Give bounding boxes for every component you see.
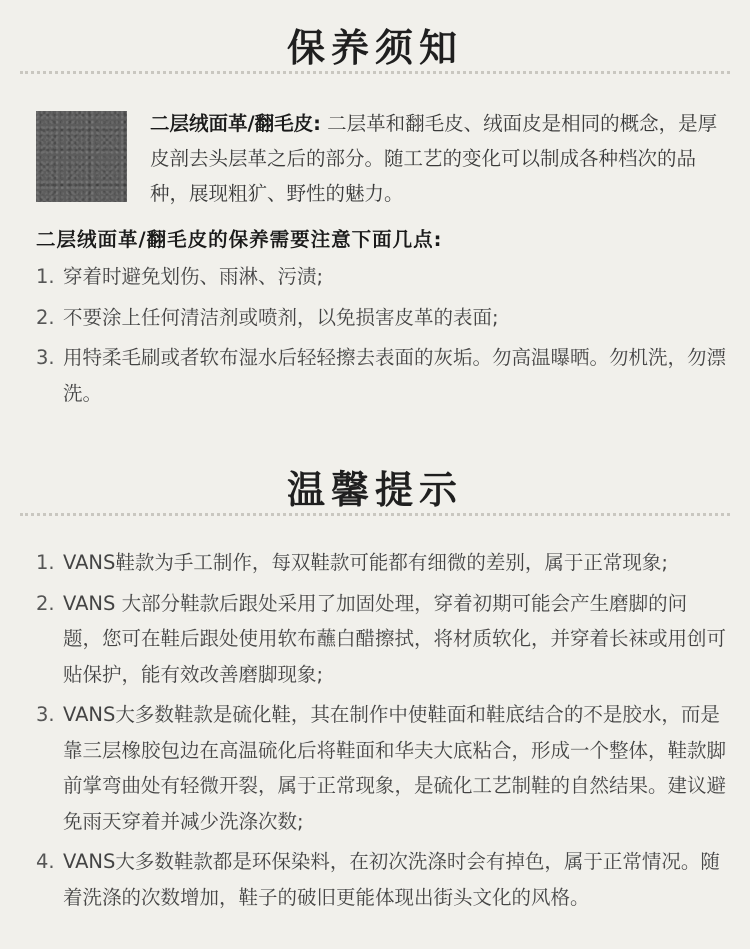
list-item-text: VANS大多数鞋款是硫化鞋，其在制作中使鞋面和鞋底结合的不是胶水，而是靠三层橡胶包边在高温硫化后将鞋面和华夫大底粘合，形成一个整体，鞋款脚前掌弯曲处有轻微开裂，属于正常现象，是硫化工艺制鞋的自然结果。建议避免雨天穿着并减少洗涤次数; [63, 703, 727, 833]
list-item [36, 340, 726, 411]
list-item-text: 穿着时避免划伤、雨淋、污渍; [63, 265, 324, 288]
list-item [36, 586, 726, 693]
material-description [150, 106, 725, 211]
list-item-text: 不要涂上任何清洁剂或喷剂，以免损害皮革的表面; [63, 305, 499, 329]
list-item [36, 697, 726, 839]
list-item-number: 2. [36, 591, 55, 615]
list-item-number: 3. [36, 703, 55, 726]
list-item-number: 1. [36, 551, 55, 574]
list-item-text: 用特柔毛刷或者软布湿水后轻轻擦去表面的灰垢。勿高温曝晒。勿机洗，勿漂洗。 [63, 346, 727, 405]
care-section-title: 保养须知 [286, 26, 463, 70]
list-item-number: 2. [36, 305, 55, 329]
list-item-number: 3. [36, 346, 55, 369]
tips-section-title: 温馨提示 [286, 468, 463, 512]
list-item [36, 844, 726, 915]
material-term: 二层绒面革/翻毛皮: [150, 112, 321, 135]
list-item-text: VANS鞋款为手工制作，每双鞋款可能都有细微的差别，属于正常现象; [63, 551, 668, 574]
list-item [36, 300, 726, 336]
list-item [36, 259, 726, 295]
tips-points-list [36, 545, 726, 920]
material-description-text: 二层革和翻毛皮、绒面皮是相同的概念，是厚皮剖去头层革之后的部分。随工艺的变化可以制成各种档次的品种，展现粗犷、野性的魅力。 [150, 112, 718, 205]
care-subheading: 二层绒面革/翻毛皮的保养需要注意下面几点: [36, 228, 443, 251]
list-item-number: 4. [36, 850, 55, 873]
list-item-text: VANS 大部分鞋款后跟处采用了加固处理，穿着初期可能会产生磨脚的问题，您可在鞋后跟处使用软布蘸白醋擦拭，将材质软化，并穿着长袜或用创可贴保护，能有效改善磨脚现象; [63, 591, 727, 686]
list-item-text: VANS大多数鞋款都是环保染料，在初次洗涤时会有掉色，属于正常情况。随着洗涤的次数增加，鞋子的破旧更能体现出街头文化的风格。 [63, 850, 720, 909]
tips-title-divider [20, 513, 730, 516]
list-item [36, 545, 726, 581]
list-item-number: 1. [36, 265, 55, 288]
care-title-divider [20, 71, 730, 74]
suede-material-swatch-image [36, 111, 127, 202]
care-points-list [36, 259, 726, 416]
